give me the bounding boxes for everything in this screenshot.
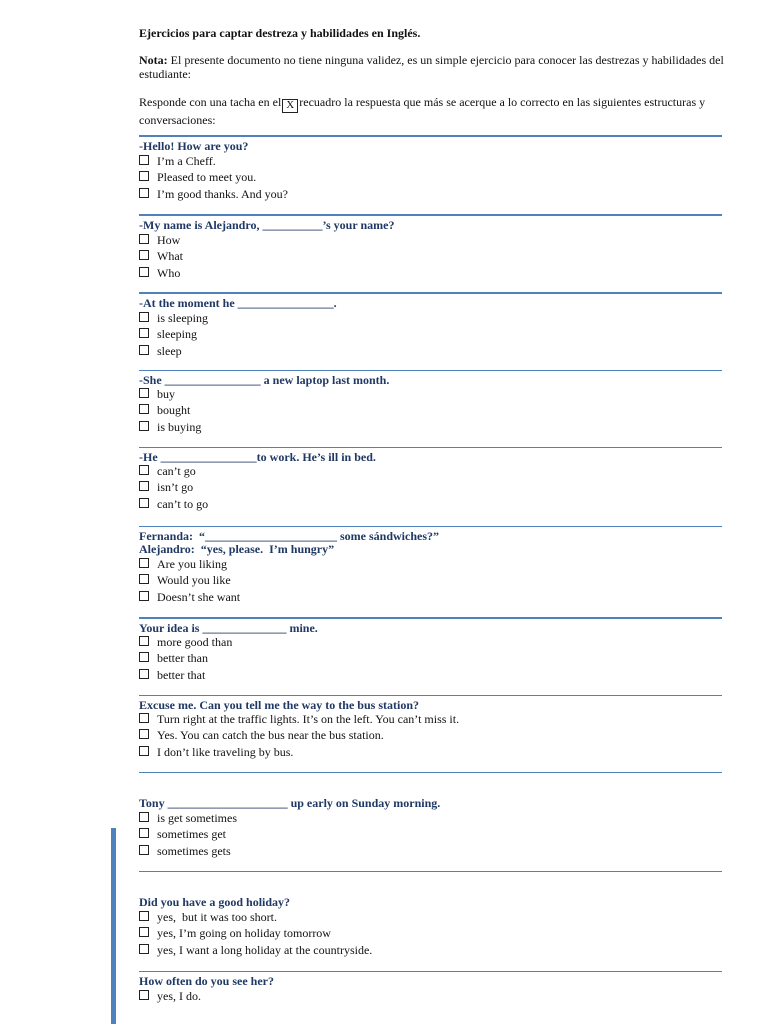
checkbox[interactable] [139,328,149,338]
answer-option[interactable]: Are you liking [139,556,240,572]
divider [139,971,722,972]
answer-option[interactable]: Would you like [139,572,240,588]
answer-option[interactable]: more good than [139,634,232,650]
checkbox[interactable] [139,713,149,723]
checkbox[interactable] [139,845,149,855]
checkbox[interactable] [139,729,149,739]
answer-option[interactable]: What [139,248,183,264]
question-prompt: -My name is Alejandro, __________’s your name? [139,218,395,232]
checkbox[interactable] [139,990,149,1000]
answer-option[interactable]: bought [139,402,201,418]
checkbox[interactable] [139,267,149,277]
question-prompt: Did you have a good holiday? [139,895,291,909]
checkbox[interactable] [139,388,149,398]
checkbox[interactable] [139,465,149,475]
question-prompt: -Hello! How are you? [139,139,249,153]
question-prompt: -She ________________ a new laptop last month. [139,373,390,387]
checkbox[interactable] [139,927,149,937]
note-text: El presente documento no tiene ninguna validez, es un simple ejercicio para conocer las destrezas y habilidades del estudiante: [139,53,724,81]
checkbox[interactable] [139,828,149,838]
checkbox[interactable] [139,558,149,568]
answer-option[interactable]: yes, I do. [139,988,201,1004]
checkbox[interactable] [139,574,149,584]
divider [139,617,722,619]
note-paragraph [139,53,724,81]
checkbox[interactable] [139,345,149,355]
left-margin-bar [111,828,116,1024]
divider [139,214,722,216]
answer-option[interactable]: is get sometimes [139,810,237,826]
answer-option[interactable]: yes, I want a long holiday at the countryside. [139,942,372,958]
question-prompt: -He ________________to work. He’s ill in bed. [139,450,376,464]
question-prompt: Excuse me. Can you tell me the way to the bus station? [139,698,419,712]
checkbox[interactable] [139,591,149,601]
checkbox[interactable] [139,234,149,244]
answer-option[interactable]: I’m good thanks. And you? [139,186,288,202]
checkbox[interactable] [139,155,149,165]
checkbox[interactable] [139,312,149,322]
question-prompt: How often do you see her? [139,974,274,988]
answer-option[interactable]: sometimes gets [139,843,237,859]
answer-option[interactable]: is sleeping [139,310,208,326]
checkbox[interactable] [139,250,149,260]
answer-option[interactable]: sleeping [139,326,208,342]
divider [139,772,722,773]
answer-option[interactable]: yes, but it was too short. [139,909,372,925]
answer-option[interactable]: Who [139,265,183,281]
question-prompt: Tony ____________________ up early on Sunday morning. [139,796,441,810]
checkbox[interactable] [139,188,149,198]
answer-option[interactable]: Yes. You can catch the bus near the bus station. [139,727,459,743]
answer-option[interactable]: yes, I’m going on holiday tomorrow [139,925,372,941]
checkbox[interactable] [139,652,149,662]
document-title: Ejercicios para captar destreza y habilidades en Inglés. [139,26,421,40]
answer-option[interactable]: buy [139,386,201,402]
instruction-paragraph [139,95,724,127]
answer-option[interactable]: better that [139,667,232,683]
answer-option[interactable]: isn’t go [139,479,208,495]
answer-option[interactable]: can’t to go [139,496,208,512]
divider [139,871,722,872]
checkbox[interactable] [139,812,149,822]
answer-option[interactable]: Doesn’t she want [139,589,240,605]
divider [139,695,722,696]
checkbox[interactable] [139,636,149,646]
answer-option[interactable]: Pleased to meet you. [139,169,288,185]
checkbox[interactable] [139,911,149,921]
checkbox[interactable] [139,421,149,431]
question-prompt-reply: Alejandro: “yes, please. I’m hungry” [139,542,335,556]
divider [139,370,722,371]
example-checked-box: X [282,99,298,113]
answer-option[interactable]: Turn right at the traffic lights. It’s on the left. You can’t miss it. [139,711,459,727]
divider [139,135,722,137]
checkbox[interactable] [139,404,149,414]
divider [139,447,722,448]
question-prompt: -At the moment he ________________. [139,296,337,310]
instruction-text-before: Responde con una tacha en el [139,95,282,109]
checkbox[interactable] [139,171,149,181]
answer-option[interactable]: can’t go [139,463,208,479]
checkbox[interactable] [139,498,149,508]
answer-option[interactable]: sometimes get [139,826,237,842]
question-prompt: Your idea is ______________ mine. [139,621,318,635]
question-prompt: Fernanda: “______________________ some sándwiches?” [139,529,440,543]
answer-option[interactable]: sleep [139,343,208,359]
checkbox[interactable] [139,669,149,679]
answer-option[interactable]: I’m a Cheff. [139,153,288,169]
answer-option[interactable]: better than [139,650,232,666]
checkbox[interactable] [139,944,149,954]
divider [139,526,722,527]
instruction-text-after: recuadro la respuesta que más se acerque a lo correcto en las siguientes estructuras y conversaciones: [139,95,706,127]
divider [139,292,722,294]
answer-option[interactable]: How [139,232,183,248]
answer-option[interactable]: is buying [139,419,201,435]
answer-option[interactable]: I don’t like traveling by bus. [139,744,459,760]
note-label: Nota: [139,53,168,67]
checkbox[interactable] [139,481,149,491]
checkbox[interactable] [139,746,149,756]
